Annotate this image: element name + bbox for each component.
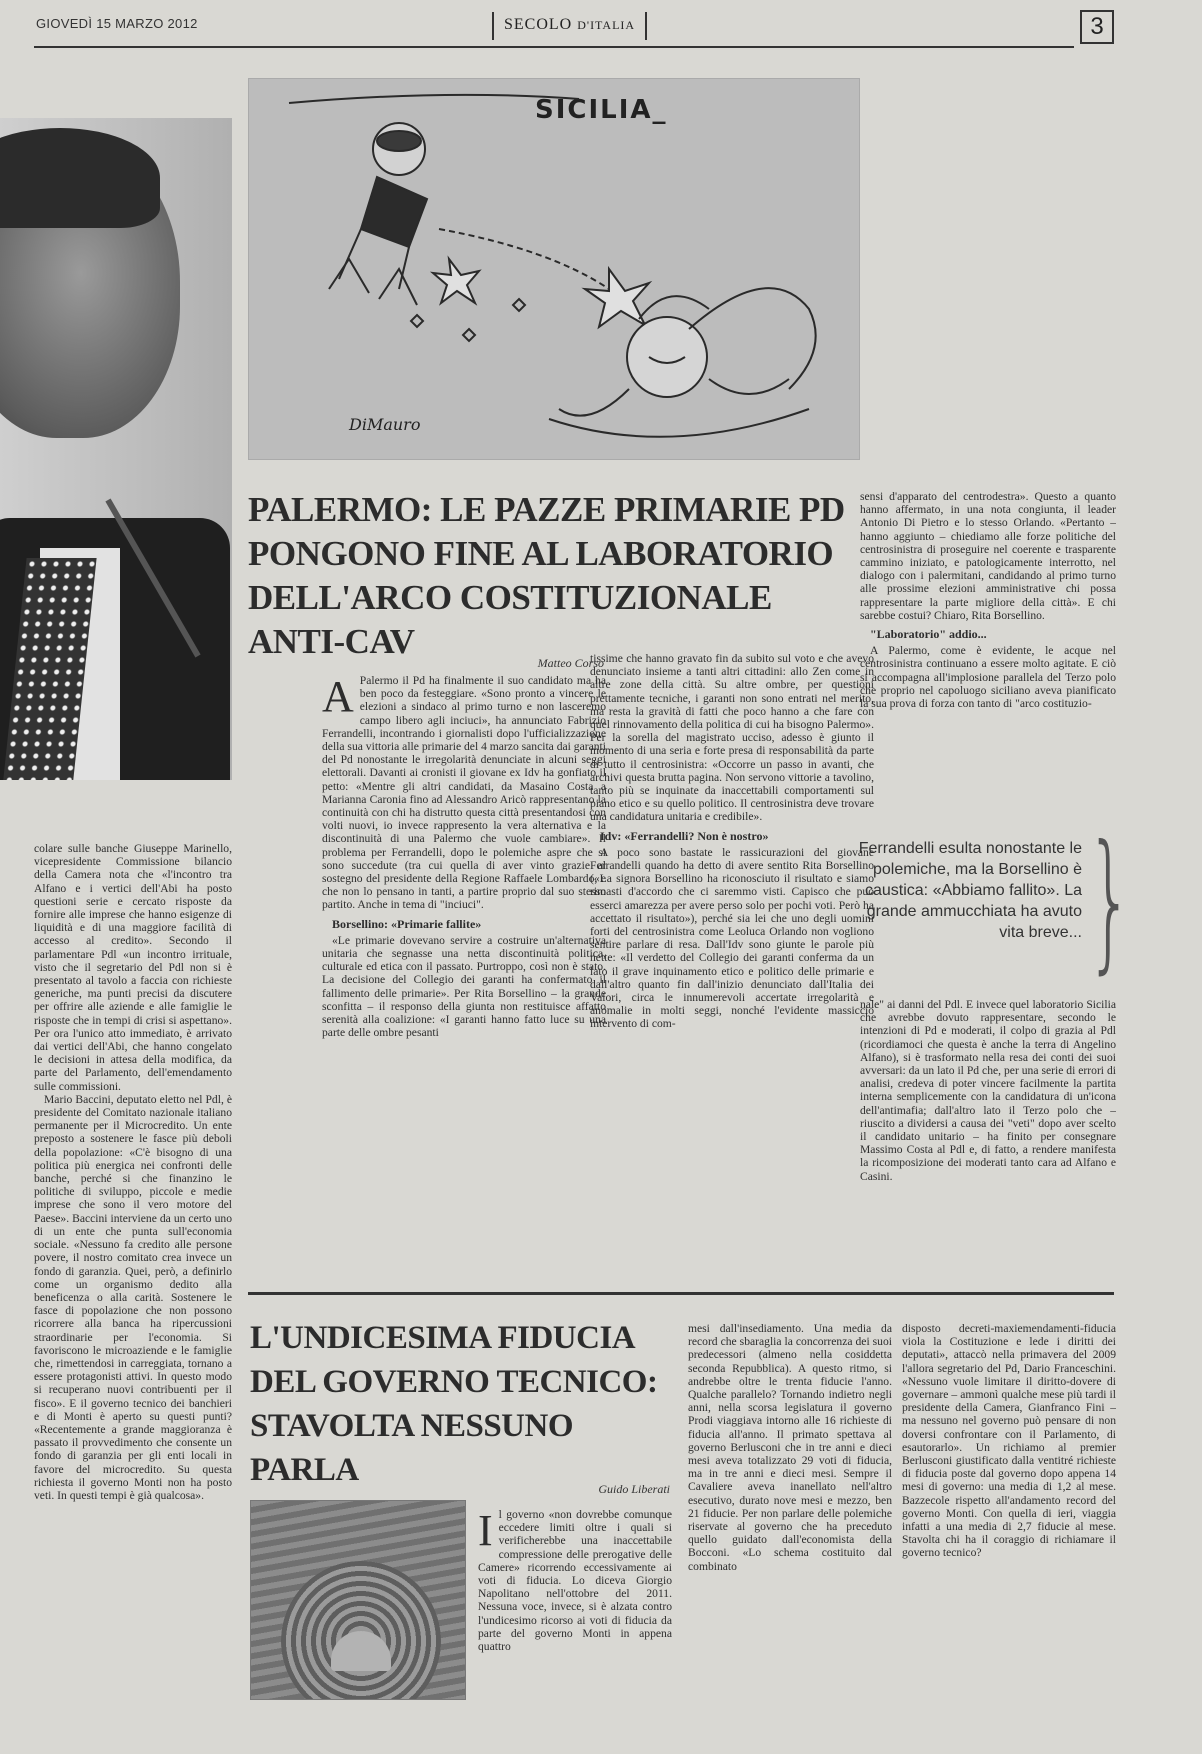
article1-paragraph-5b: A Palermo, come è evidente, le acque nel centrosinistra continuano a essere molto agitate. E ciò si accompagna all'implosione parallela del Terzo polo che proprio nel capoluogo siciliano aveva pianificato la sua prova di forza con tanto di "arco costituzio- [860, 644, 1116, 711]
pull-quote-brace: } [1086, 814, 1134, 988]
dropcap-2: I [478, 1508, 493, 1555]
masthead-rule [34, 46, 1074, 48]
sidebar-column [34, 842, 232, 1694]
pull-quote: Ferrandelli esulta nonostante le polemiche, ma la Borsellino è caustica: «Abbiamo fallito». La grande ammucchiata ha avuto vita breve... [858, 840, 1082, 941]
sidebar-paragraph-2: Mario Baccini, deputato eletto nel Pdl, è presidente del Comitato nazionale italiano permanente per il Microcredito. Un ente preposto a sostenere le fasce più deboli della popolazione: «C'è bisogno di una politica più energica nei confronti delle banche, perché si che finanzino le politiche di sviluppo, piccole e medie imprese che sono il vero motore del Paese». Baccini interviene da un certo uno di un ente che punta sull'economia sociale. «Nessuno fa credito alle persone povere, il nostro comitato crea invece un fondo di garanzia. Quei, però, a definirlo come un organismo dedito alla beneficenza o alla carità. Sostenere le fasce di popolazione che non possono ricorrere alla banca ha ripercussioni straordinarie per l'economia. Si favoriscono le microaziende e le famiglie che, rimettendosi in carreggiata, tornano a essere protagonisti attivi. In questo modo si recuperano nuovi contribuenti per il fisco». E il governo tecnico dei banchieri e di Monti è aperto su questi punti? «Recentemente a grande maggioranza è passato il provvedimento che consente un fondo di garanzia per gli enti locali in favore del microcredito. Su questa richiesta il governo Monti non ha posto veti. In questi tempi è già qualcosa». [34, 1092, 232, 1502]
cartoon-drawing [249, 79, 861, 461]
article1-paragraph-5: sensi d'apparato del centrodestra». Questo a quanto hanno affermato, in una nota congiunta, il leader Antonio Di Pietro e lo stesso Orlando. «Pertanto – hanno aggiunto – chiediamo alle forze politiche del centrosinistra di proseguire nel coerente e trasparente cammino iniziato, e patologicamente interrotto, nel dialogo con i palermitani, candidando al primo turno alle prossime elezioni amministrative chi possa rappresentare la parte migliore della città». E chi sarebbe costui? Chiaro, Rita Borsellino. [860, 490, 1116, 622]
article2-column-1 [478, 1508, 672, 1708]
cartoon-signature: DiMauro [349, 415, 421, 434]
cartoon-caption: SICILIA_ [535, 95, 668, 125]
byline-matteo-corso: Matteo Corso [320, 656, 604, 671]
article1-column-3-top [860, 490, 1116, 810]
subheading-idv: Idv: «Ferrandelli? Non è nostro» [600, 828, 769, 843]
byline-guido-liberati: Guido Liberati [460, 1482, 670, 1497]
masthead-title [492, 12, 647, 40]
sidebar-paragraph-1: colare sulle banche Giuseppe Marinello, vicepresidente Commissione bilancio della Camera nota che «l'incontro tra Alfano e i vertici dell'Abi ha posto questioni serie e cercato risposte da fornire alle imprese che hanno esigenze di liquidità e di una maggiore facilità di accesso al credito». Secondo il parlamentare Pdl «un incontro irrituale, visto che il segretario del Pdl non si è presentato al tavolo a faccia con richieste generiche, ma punti precisi da discutere per offrire alle aziende e alle famiglie le risposte che in tempi di crisi si aspettano». Per ora l'unico atto immediato, è arrivato dai vertici dell'Abi, che hanno congelato le decisioni in attesa della modifica, da parte del Parlamento, dell'emendamento sulle commissioni. [34, 842, 232, 1093]
article2-paragraph-1: l governo «non dovrebbe comunque eccedere limiti oltre i quali si verificherebbe una inaccettabile compressione delle prerogative delle Camere» ricorrendo eccessivamente ai voti di fiducia. Lo diceva Giorgio Napolitano nell'ottobre del 2011. Nessuna voce, invece, si è alzata contro l'undicesimo ricorso ai voti di fiducia da parte del governo Monti in appena quattro [478, 1508, 672, 1654]
subheading-borsellino: Borsellino: «Primarie fallite» [332, 916, 482, 931]
article1-column-3-bottom [860, 998, 1116, 1260]
article2-paragraph-3: disposto decreti-maxiemendamenti-fiducia viola la Costituzione e lede i diritti dei deputati», attaccò nella primavera del 2009 l'allora segretario del Pd, Dario Franceschini. «Nessuno vuole limitare il diritto-dovere di governare – ammonì qualche mese più tardi il presidente della Camera, Gianfranco Fini – ma nessuno nel governo può pensare di non doversi confrontare con il Parlamento, di esautorarlo». Un richiamo al premier Berlusconi giustificato dalla ventitré richieste di fiducia poste dal governo dopo appena 14 mesi di governo: una media di 1,2 al mese. Bazzecole rispetto all'andamento record del governo Monti. Con quella di ieri, viaggia infatti a una media di 2,7 fiducie al mese. Stavolta chi ha il coraggio di richiamare il governo tecnico? [902, 1322, 1116, 1560]
politician-photo [0, 118, 232, 780]
parliament-photo [250, 1500, 466, 1700]
article-headline-fiducia: L'UNDICESIMA FIDUCIA DEL GOVERNO TECNICO: STAVOLTA NESSUNO PARLA [250, 1320, 658, 1488]
article1-column-2 [590, 652, 874, 1260]
section-divider [248, 1292, 1114, 1295]
article1-paragraph-6: nale" ai danni del Pdl. E invece quel laboratorio Sicilia che avrebbe dovuto rappresentare, secondo le intenzioni di Pd e moderati, il colpo di grazia al Pdl (ricordiamoci che questa è anche la terra di Angelino Alfano), si è trasformato nella resa dei conti dei suoi avversari: da un lato il Pd che, per una serie di errori di analisi, credeva di poter vincere facilmente la partita interna semplicemente con la candidatura di un'icona dell'antimafia; dall'altro lato il Terzo polo che – riuscito a dividersi a causa dei "veti" dopo aver scelto il candidato unitario – ha finito per consegnare Massimo Costa al Pdl e, di fatto, a rendere manifesta la ricomposizione dei moderati tanto cara ad Alfano e Casini. [860, 998, 1116, 1183]
article1-paragraph-2: «Le primarie dovevano servire a costruire un'alternativa unitaria che segnasse una netta discontinuità politica, culturale ed etica con il passato. Purtroppo, così non è stato. La decisione del Collegio dei garanti ha confermato il fallimento delle primarie». Per Rita Borsellino – la grande sconfitta – il responso della giunta non restituisce affatto serenità alla coalizione: «I garanti hanno fatto luce su una parte delle ombre pesanti [322, 933, 606, 1040]
masthead-paper-suffix: D'ITALIA [577, 18, 636, 32]
photo-hair [0, 128, 160, 228]
dropcap: A [322, 674, 354, 721]
article-headline-palermo: PALERMO: LE PAZZE PRIMARIE PD PONGONO FINE AL LABORATORIO DELL'ARCO COSTITUZIONALE ANTI-CAV [248, 490, 845, 661]
article1-paragraph-3: tissime che hanno gravato fin da subito sul voto e che avevo denunciato insieme a tanti altri cittadini: allo Zen come in altre zone della città. Su altre ombre, per questioni prettamente tecniche, i garanti non sono entrati nel merito, ma resta la gravità di fatti che poco hanno a che fare con quel rinnovamento della politica di cui ha bisogno Palermo». Per la sorella del magistrato ucciso, adesso è giunto il momento di una seria e forte presa di responsabilità da parte di tutto il centrosinistra: «Occorre un passo in avanti, che archivi questa brutta pagina. Non servono vittorie a tavolino, tanto più se inquinate da inaccettabili comportamenti sul piano etico e su quello politico. Il centrosinistra deve trovare una candidatura unitaria e credibile». [590, 652, 874, 824]
political-cartoon [248, 78, 860, 460]
article2-paragraph-2: mesi dall'insediamento. Una media da record che sbaraglia la concorrenza dei suoi predecessori (almeno nella cosiddetta seconda Repubblica). A questo ritmo, si andrebbe oltre le trenta fiducie l'anno. Qualche parallelo? Tornando indietro negli anni, nella scorsa legislatura il governo Prodi viaggiava intorno alle 16 richieste di fiducia all'anno. Il primato spettava al governo Berlusconi che in tre anni e dieci mesi aveva totalizzato 29 voti di fiducia, ma in tre anni e dieci mesi. Sempre il Cavaliere aveva inanellato nell'altro esecutivo, durato nove mesi e mezzo, ben 21 fiducie. Per non parlare delle polemiche riservate al governo che ha preceduto quello guidato dall'economista della Bocconi. «Lo schema costituito dal combinato [688, 1322, 892, 1573]
article2-column-2 [688, 1322, 892, 1708]
page-number: 3 [1080, 10, 1114, 44]
article2-column-3 [902, 1322, 1116, 1708]
article1-column-1 [322, 674, 606, 1262]
article1-paragraph-4: A poco sono bastate le rassicurazioni del giovane Ferrandelli quando ha detto di avere sentito Rita Borsellino («La signora Borsellino ha riconosciuto il risultato e siamo rimasti d'accordo che ci saremmo visti. Capisco che può esserci amarezza per avere perso solo per pochi voti. Però ha accettato il risultato»), perché sia lei che uno degli uomini forti del centrosinistra come Leoluca Orlando non vogliono sentire parlare di resa. Dall'Idv sono giunte le parole più nette: «Il verdetto del Collegio dei garanti conferma da un lato il grave inquinamento etico e politico delle primarie e dall'altro quanto fin dall'inizio denunciato dall'Italia dei Valori, circa le innumerevoli accertate irregolarità e anomalie in molti seggi, nonché l'evidente massiccio intervento di com- [590, 845, 874, 1031]
article1-paragraph-1: Palermo il Pd ha finalmente il suo candidato ma ha ben poco da festeggiare. «Sono pronto a vincere le elezioni a sindaco al primo turno e non lasceremo campo libero agli inciuci», ha annunciato Fabrizio Ferrandelli, incontrando i giornalisti dopo l'ufficializzazione della sua vittoria alle primarie del 4 marzo sancita dai garanti del Pd nonostante le irregolarità denunciate in alcuni seggi elettorali. Davanti ai cronisti il giovane ex Idv ha gonfiato il petto: «Mentre gli altri candidati, da Masaino Costa a Marianna Caronia fino ad Alessandro Aricò rappresentano la continuità con chi ha distrutto questa città presentandosi con volti nuovi, io invece rappresento la vera alternativa e la discontinuità di una Palermo che vuole cambiare». Il problema per Ferrandelli, dopo le polemiche aspre che si sono succedute (tra cui quella di aver vinto grazie al sostegno del presidente della Regione Raffaele Lombardo, e che non lo pensano in tanti, a partire proprio dal suo stesso partito. Anche in tema di "inciuci". [322, 674, 606, 912]
masthead-date: GIOVEDÌ 15 MARZO 2012 [36, 16, 198, 31]
masthead-paper: SECOLO [504, 16, 573, 33]
masthead [34, 10, 1114, 44]
subheading-laboratorio: "Laboratorio" addio... [870, 627, 987, 642]
